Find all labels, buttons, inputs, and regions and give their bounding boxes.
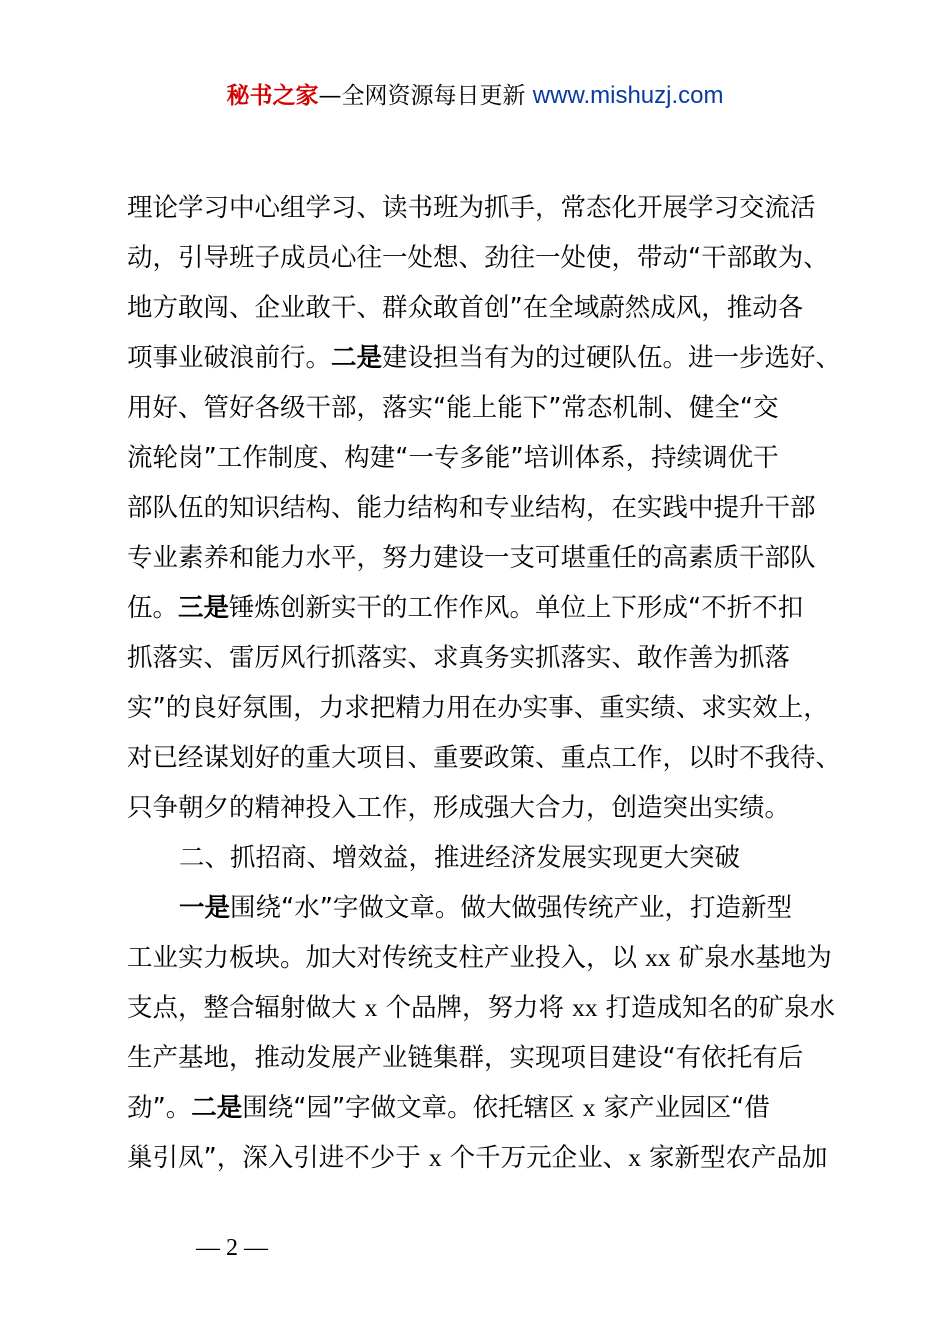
text-line [127, 583, 867, 633]
text-span: xx [572, 993, 598, 1022]
text-span: 个千万元企业、 [441, 1143, 629, 1173]
text-line: 用好、管好各级干部，落实“能上能下”常态机制、健全“交 [127, 393, 779, 423]
section-heading: 二、抓招商、增效益，推进经济发展实现更大突破 [179, 843, 741, 873]
site-header [0, 80, 950, 112]
text-span: 矿泉水基地为 [670, 943, 832, 973]
text-line: 动，引导班子成员心往一处想、劲往一处使，带动“干部敢为、 [127, 243, 829, 273]
text-span: 锤炼创新实干的工作作风。单位上下形成“不折不扣 [229, 593, 804, 623]
text-line [127, 333, 867, 383]
header-tagline: —全网资源每日更新 [318, 83, 533, 109]
text-line: 流轮岗”工作制度、构建“一专多能”培训体系，持续调优干 [127, 443, 779, 473]
document-body [127, 183, 867, 1183]
text-span: 家产业园区“借 [595, 1093, 770, 1123]
text-line: 生产基地，推动发展产业链集群，实现项目建设“有依托有后 [127, 1043, 804, 1073]
text-span: 个品牌，努力将 [377, 993, 573, 1023]
text-line: 地方敢闯、企业敢干、群众敢首创”在全域蔚然成风，推动各 [127, 293, 804, 323]
text-span: 劲”。 [127, 1093, 192, 1123]
bold-marker: 二是 [331, 343, 383, 373]
text-span: x [628, 1143, 641, 1172]
text-line: 只争朝夕的精神投入工作，形成强大合力，创造突出实绩。 [127, 793, 791, 823]
text-line: 专业素养和能力水平，努力建设一支可堪重任的高素质干部队 [127, 543, 816, 573]
text-span: 围绕“水”字做文章。做大做强传统产业，打造新型 [230, 893, 792, 923]
text-span: 伍。 [127, 593, 179, 623]
header-url[interactable]: www.mishuzj.com [532, 82, 724, 109]
text-span: 打造成知名的矿泉水 [597, 993, 836, 1023]
text-span: 围绕“园”字做文章。依托辖区 [242, 1093, 583, 1123]
bold-marker: 二是 [191, 1093, 243, 1123]
header-brand: 秘书之家 [226, 83, 319, 109]
text-span: 建设担当有为的过硬队伍。进一步选好、 [382, 343, 842, 373]
text-line [127, 883, 867, 933]
text-span: 项事业破浪前行。 [127, 343, 332, 373]
text-line: 部队伍的知识结构、能力结构和专业结构，在实践中提升干部 [127, 493, 816, 523]
text-span: 巢引凤”，深入引进不少于 [127, 1143, 429, 1173]
text-line [127, 983, 867, 1033]
text-span: x [364, 993, 378, 1022]
text-span: xx [645, 943, 671, 972]
bold-marker: 三是 [178, 593, 230, 623]
text-line [127, 1133, 867, 1183]
text-line: 抓落实、雷厉风行抓落实、求真务实抓落实、敢作善为抓落 [127, 643, 791, 673]
text-line: 理论学习中心组学习、读书班为抓手，常态化开展学习交流活 [127, 193, 816, 223]
text-span: x [582, 1093, 596, 1122]
text-span: x [428, 1143, 442, 1172]
text-span: 工业实力板块。加大对传统支柱产业投入，以 [127, 943, 646, 973]
text-line [127, 933, 867, 983]
text-line [127, 1083, 867, 1133]
page-number: — 2 — [196, 1235, 268, 1261]
bold-marker: 一是 [179, 893, 231, 923]
text-line: 实”的良好氛围，力求把精力用在办实事、重实绩、求实效上， [127, 693, 829, 723]
text-line: 对已经谋划好的重大项目、重要政策、重点工作，以时不我待、 [127, 743, 842, 773]
text-span: 家新型农产品加 [640, 1143, 828, 1173]
text-span: 支点，整合辐射做大 [127, 993, 365, 1023]
